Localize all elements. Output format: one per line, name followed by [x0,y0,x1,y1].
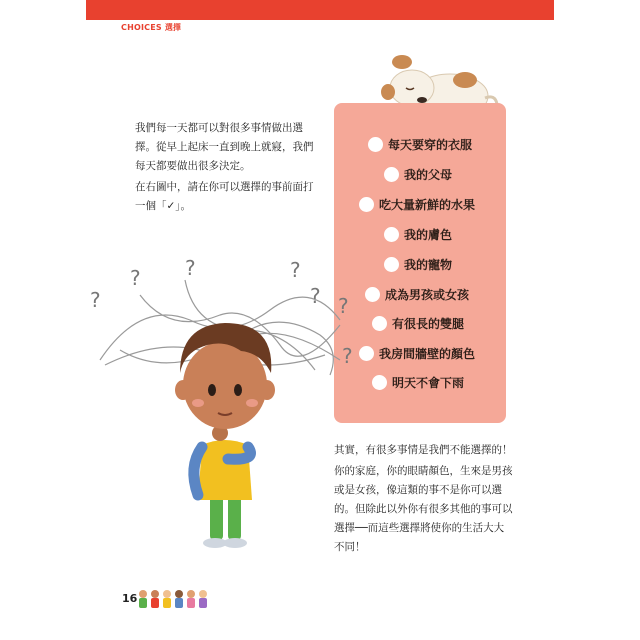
choice-label: 明天不會下雨 [392,376,465,390]
choice-label: 吃大量新鮮的水果 [379,198,476,212]
choice-item[interactable] [372,374,464,391]
choice-label: 每天要穿的衣服 [388,138,473,152]
section-header: CHOICES 選擇 [121,23,182,32]
kids-row-icon [137,587,209,611]
thinking-boy-illustration [80,255,360,555]
top-banner [86,0,554,20]
page-number: 16 [122,592,138,605]
checkbox-circle[interactable] [384,167,399,182]
svg-text:?: ? [130,266,141,290]
svg-text:?: ? [338,294,349,318]
choice-item[interactable] [365,286,469,303]
choice-label: 成為男孩或女孩 [385,288,470,302]
choice-item[interactable] [384,226,452,243]
svg-text:?: ? [185,256,196,280]
choice-item[interactable] [384,166,452,183]
choice-item[interactable] [359,196,475,213]
closing-paragraph: 你的家庭，你的眼睛顏色，生來是男孩或是女孩，像這類的事不是你可以選的。但除此以外你有很多其他的事可以選擇──而這些選擇將使你的生活大大不同！ [334,465,513,553]
closing-heading: 其實，有很多事情是我們不能選擇的！ [334,444,513,456]
choice-label: 我的寵物 [404,258,453,272]
svg-text:?: ? [342,344,353,368]
checkbox-circle[interactable] [359,346,374,361]
checkbox-circle[interactable] [372,316,387,331]
choice-item[interactable] [372,315,464,332]
choice-label: 我的父母 [404,168,453,182]
instruction-paragraph: 在右圖中，請在你可以選擇的事前面打一個「✓」。 [135,181,314,212]
checkbox-circle[interactable] [372,375,387,390]
choice-label: 我的膚色 [404,228,453,242]
intro-paragraph: 我們每一天都可以對很多事情做出選擇。從早上起床一直到晚上就寢，我們每天都要做出很多決定。 [135,122,314,172]
choice-item[interactable] [384,256,452,273]
choice-label: 我房間牆壁的顏色 [379,347,476,361]
choice-item[interactable] [359,345,475,362]
checkbox-circle[interactable] [384,257,399,272]
checkbox-circle[interactable] [368,137,383,152]
svg-text:?: ? [290,258,301,282]
svg-text:?: ? [90,288,101,312]
checkbox-circle[interactable] [365,287,380,302]
checkbox-circle[interactable] [384,227,399,242]
svg-text:?: ? [310,284,321,308]
checkbox-circle[interactable] [359,197,374,212]
choice-item[interactable] [368,136,472,153]
choice-label: 有很長的雙腿 [392,317,465,331]
